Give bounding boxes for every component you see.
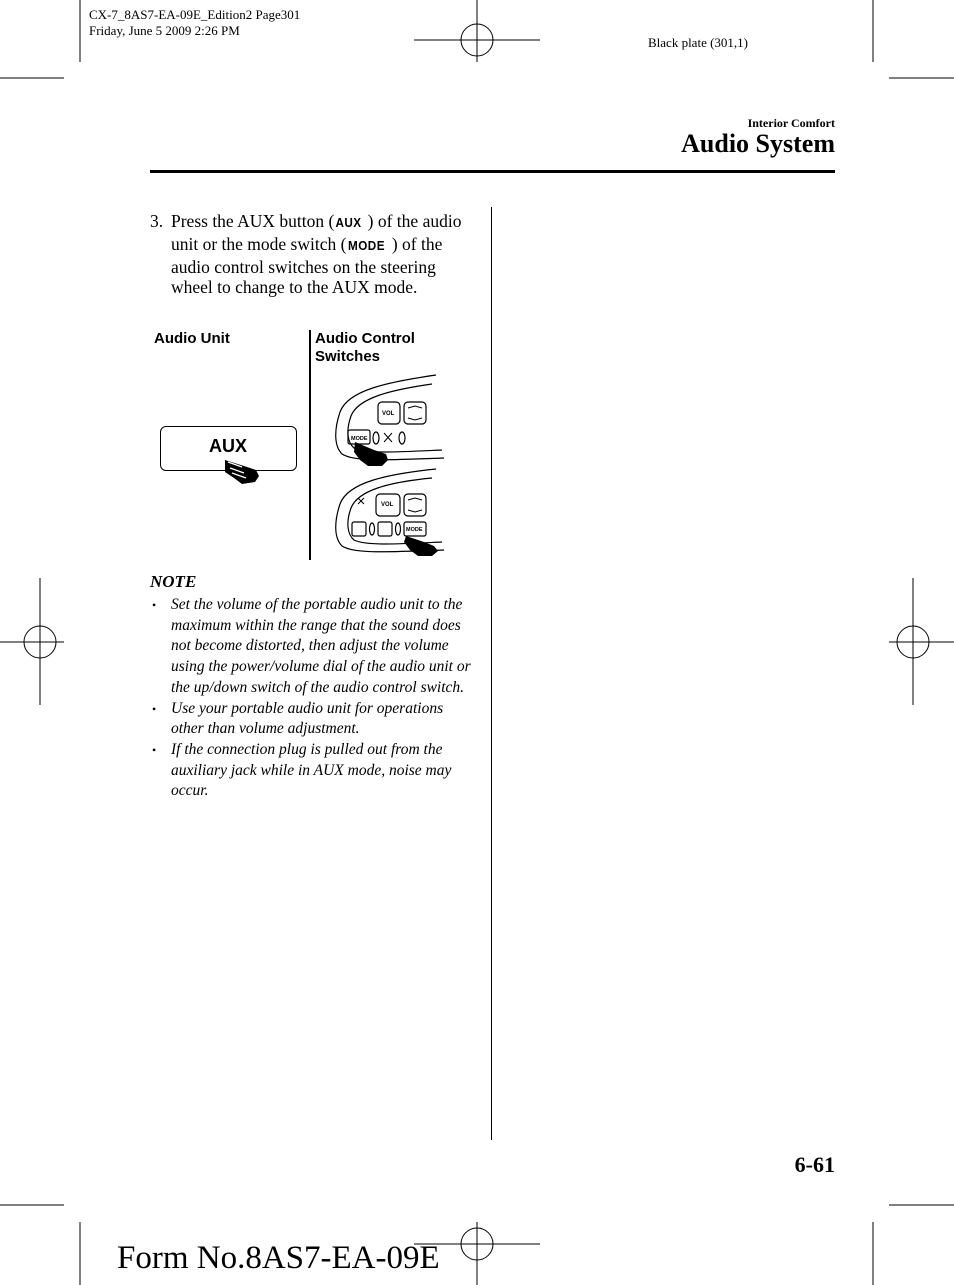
page-title: Audio System — [681, 129, 835, 158]
note-title: NOTE — [150, 572, 197, 591]
figure-label-audio-unit: Audio Unit — [154, 330, 230, 347]
step-text-3: ) of the audio control switches on the steering wheel to change to the AUX mode. — [171, 233, 443, 298]
pointing-hand-icon-3 — [404, 536, 438, 556]
note-item-text: Use your portable audio unit for operations other than volume adjustment. — [171, 699, 444, 738]
section-label: Interior Comfort — [747, 116, 835, 130]
steering-switch-illustration-top — [318, 372, 448, 470]
step-number: 3. — [150, 211, 164, 231]
registration-target-left — [0, 578, 64, 705]
step-text-1: Press the AUX button ( — [171, 211, 335, 231]
header-rule — [150, 170, 835, 173]
note-item — [150, 699, 472, 740]
column-divider — [491, 207, 492, 1140]
pointing-hand-icon-2 — [354, 442, 388, 466]
print-header-file — [89, 7, 300, 39]
figure-label-audio-control-switches — [315, 330, 415, 366]
print-header-line1: CX-7_8AS7-EA-09E_Edition2 Page301 — [89, 7, 301, 22]
vol-switch-label-top: VOL — [382, 411, 395, 417]
bullet-icon: • — [152, 742, 157, 757]
note-item-text: Set the volume of the portable audio unit to the maximum within the range that the sound does not become distorted, then adjust the volume using the power/volume dial of the audio unit or the up/down switch of the audio control switch. — [171, 596, 471, 696]
print-header-plate: Black plate (301,1) — [648, 35, 748, 50]
note-item-text: If the connection plug is pulled out from the auxiliary jack while in AUX mode, noise may occur. — [171, 740, 452, 800]
mode-icon: MODE — [348, 237, 386, 253]
registration-target-top — [414, 0, 540, 62]
note-item — [150, 595, 472, 699]
figure-label-line1: Audio Control — [315, 330, 415, 347]
aux-button-label: AUX — [209, 436, 248, 456]
pointing-hand-icon — [222, 454, 262, 486]
print-header-line2: Friday, June 5 2009 2:26 PM — [89, 23, 240, 38]
mode-switch-label-bottom: MODE — [406, 527, 423, 533]
aux-icon: AUX — [335, 215, 362, 230]
step-text-2: ) of the audio unit or the mode switch ( — [171, 211, 462, 254]
page-number: 6-61 — [794, 1152, 835, 1177]
vol-switch-label-bottom: VOL — [381, 502, 394, 508]
step-3 — [150, 211, 480, 298]
bullet-icon: • — [152, 701, 157, 716]
figure-divider — [309, 330, 311, 560]
figure-label-line2: Switches — [315, 348, 381, 365]
bullet-icon: • — [152, 598, 157, 612]
steering-switch-illustration-bottom — [318, 466, 448, 558]
note-item — [150, 740, 472, 802]
registration-target-right — [889, 578, 954, 705]
mode-switch-label-top: MODE — [351, 436, 368, 442]
note-list — [150, 595, 472, 802]
form-number: Form No.8AS7-EA-09E — [117, 1240, 440, 1276]
